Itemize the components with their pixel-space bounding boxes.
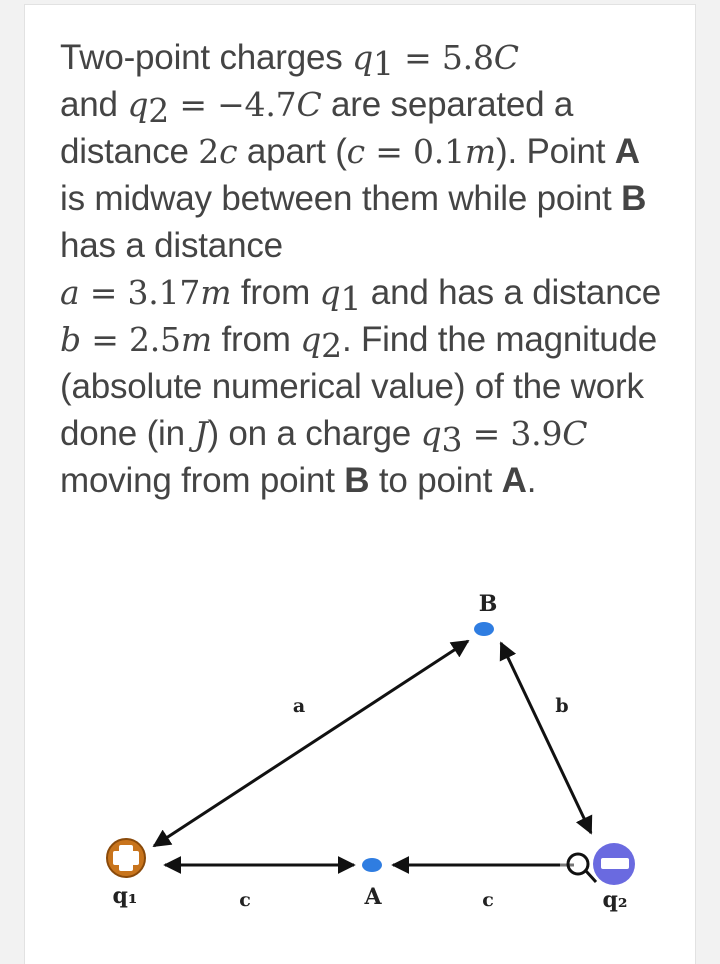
- point-B-dot: [474, 622, 494, 636]
- point-B-ref: B: [344, 461, 370, 500]
- distance-a-line: [154, 641, 468, 846]
- label-q2: q₂: [602, 887, 628, 913]
- label-a: a: [292, 695, 306, 717]
- label-B: B: [478, 591, 498, 617]
- negative-charge-q2: [593, 843, 635, 885]
- distance-b-line: [501, 643, 591, 833]
- label-A: A: [364, 884, 382, 910]
- label-c-left: c: [239, 889, 251, 911]
- magnifier-icon: [568, 854, 596, 882]
- point-A-ref: A: [501, 461, 527, 500]
- minus-icon: [601, 858, 629, 869]
- label-q1: q₁: [112, 883, 138, 909]
- point-B-ref: B: [621, 179, 647, 218]
- point-A-ref: A: [614, 132, 640, 171]
- label-b: b: [555, 695, 569, 717]
- question-text: Two-point charges $q_1 = 5.8C$ and $q_2 = -4.7C$ are separated a distance 2c apart (c = 0.1m). Point A is midway between them while point B has a distance a = 3.17m from $q_1$ and has a distance b = 2.5m from $q_2$. Find the magnitude (absolute numerical value) of the work done (in J) on a charge $q_3 = 3.9C$ moving from point B to point A.: [60, 38, 662, 500]
- label-c-right: c: [482, 889, 494, 911]
- point-A-dot: [362, 858, 382, 872]
- positive-charge-q1: [107, 839, 145, 877]
